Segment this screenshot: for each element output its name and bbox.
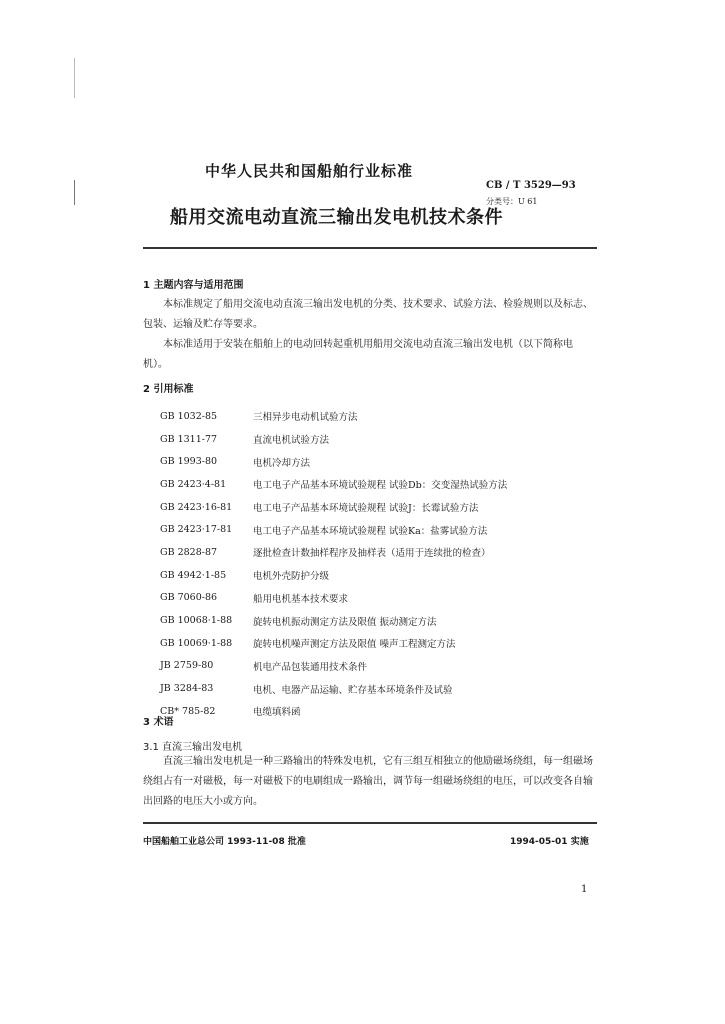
document-title: 船用交流电动直流三输出发电机技术条件 [170, 207, 503, 228]
reference-title: 电工电子产品基本环境试验规程 试验Db：交变湿热试验方法 [253, 480, 508, 492]
reference-row [160, 405, 507, 428]
section-1-paragraph-1: 本标准规定了船用交流电动直流三输出发电机的分类、技术要求、试验方法、检验规则以及标志、包装、运输及贮存等要求。 [143, 299, 593, 330]
reference-row [160, 677, 507, 700]
section-1-body [143, 295, 595, 375]
reference-code: GB 10069·1-88 [160, 637, 233, 649]
reference-row [160, 450, 507, 473]
reference-code: GB 1993-80 [160, 456, 218, 468]
scan-mark [74, 180, 75, 205]
reference-title: 旋转电机噪声测定方法及限值 噪声工程测定方法 [253, 639, 456, 651]
reference-row [160, 632, 507, 655]
implementation-date: 1994-05-01 实施 [510, 837, 589, 847]
reference-row [160, 609, 507, 632]
section-3-paragraph: 直流三输出发电机是一种三路输出的特殊发电机，它有三组互相独立的他励磁场绕组，每一组磁场绕组占有一对磁极，每一对磁极下的电刷组成一路输出，调节每一组磁场绕组的电压，可以改变各自输出回路的电压大小或方向。 [143, 756, 593, 807]
header-divider [143, 247, 597, 249]
reference-code: JB 2759-80 [160, 660, 214, 672]
reference-title: 旋转电机振动测定方法及限值 振动测定方法 [253, 616, 437, 628]
reference-title: 电机、电器产品运输、贮存基本环境条件及试验 [253, 684, 453, 696]
page-number: 1 [581, 884, 588, 895]
reference-code: GB 1311-77 [160, 433, 218, 445]
reference-title: 电工电子产品基本环境试验规程 试验Ka：盐雾试验方法 [253, 525, 488, 537]
reference-title: 三相异步电动机试验方法 [253, 412, 358, 424]
reference-title: 电机外壳防护分级 [253, 571, 330, 583]
standard-code: CB / T 3529—93 [486, 180, 576, 191]
reference-row [160, 496, 507, 519]
reference-row [160, 655, 507, 678]
reference-code: JB 3284-83 [160, 683, 214, 695]
reference-code: GB 7060-86 [160, 592, 218, 604]
reference-code: GB 2423·17-81 [160, 524, 233, 536]
reference-code: GB 2423·16-81 [160, 501, 233, 513]
approval-line: 中国船舶工业总公司 1993-11-08 批准 [143, 837, 306, 847]
section-1-heading: 1 主题内容与适用范围 [143, 280, 244, 291]
section-1-paragraph-2: 本标准适用于安装在船舶上的电动回转起重机用船用交流电动直流三输出发电机（以下简称电机）。 [143, 339, 573, 370]
section-3-body [143, 752, 595, 812]
reference-title: 电缆填料函 [253, 707, 301, 719]
reference-row [160, 564, 507, 587]
reference-code: GB 2423·4-81 [160, 478, 227, 490]
reference-row [160, 541, 507, 564]
reference-title: 逐批检查计数抽样程序及抽样表（适用于连续批的检查） [253, 548, 491, 560]
reference-row [160, 518, 507, 541]
classification-number: 分类号：U 61 [486, 197, 538, 206]
reference-row [160, 428, 507, 451]
footer-divider [143, 822, 597, 824]
reference-code: GB 1032-85 [160, 410, 218, 422]
reference-code: CB* 785-82 [160, 705, 216, 717]
reference-code: GB 4942·1-85 [160, 569, 227, 581]
reference-title: 电机冷却方法 [253, 457, 311, 469]
scan-mark [74, 58, 75, 98]
section-3-1-heading: 3.1 直流三输出发电机 [143, 742, 243, 753]
reference-title: 直流电机试验方法 [253, 435, 330, 447]
reference-list [160, 405, 507, 723]
section-3-heading: 3 术语 [143, 717, 174, 728]
reference-row [160, 473, 507, 496]
reference-code: GB 10068·1-88 [160, 615, 233, 627]
issuing-organization: 中华人民共和国船舶行业标准 [205, 162, 414, 180]
reference-title: 船用电机基本技术要求 [253, 593, 349, 605]
reference-row [160, 587, 507, 610]
reference-row [160, 700, 507, 723]
reference-title: 电工电子产品基本环境试验规程 试验J：长霉试验方法 [253, 503, 479, 515]
section-2-heading: 2 引用标准 [143, 384, 194, 395]
reference-code: GB 2828-87 [160, 546, 218, 558]
reference-title: 机电产品包装通用技术条件 [253, 661, 368, 673]
